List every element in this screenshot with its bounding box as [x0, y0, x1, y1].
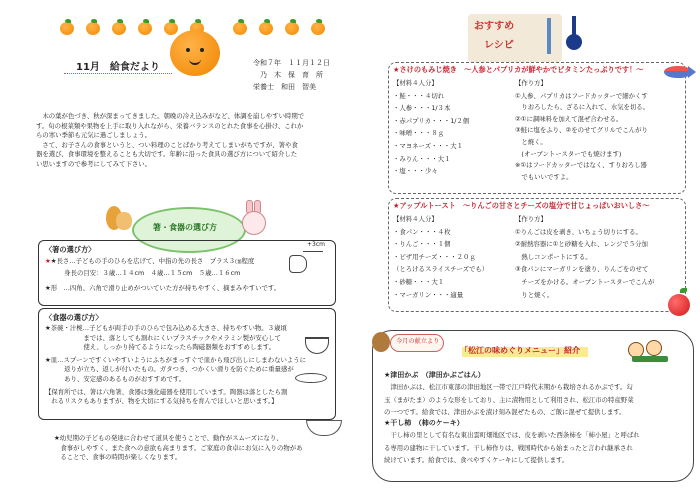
ingredients-heading: 【材料４人分】 — [393, 79, 438, 87]
hand-measure-icon — [287, 241, 327, 275]
menu-title: 「松江の味めぐりメニュー」紹介 — [460, 346, 580, 355]
title-underline — [64, 73, 172, 74]
tableware-icon — [306, 420, 342, 436]
chopsticks-size-guide: 身長の目安：３歳…１４cm ４歳…１５cm ５歳…１６cm — [45, 269, 241, 277]
recipe-heading-1: おすすめ — [474, 21, 515, 32]
frying-pan-icon — [566, 34, 582, 50]
dishes-note: 【保育所では、箸は六角箸、食器は強化磁器を使用しています。陶器は落としたら割 — [45, 387, 288, 396]
apple-icon — [668, 294, 690, 316]
dishes-line: 使え、しっかり持てるようになったら陶磁器類をおすすめします。 — [45, 343, 275, 352]
method-step: ①りんごは皮を剥き、いちょう切りにする。 — [515, 227, 642, 236]
ingredient-item: ・ピザ用チーズ・・・２０ｇ — [393, 252, 476, 261]
dish-icon — [295, 373, 327, 383]
orange-icon — [164, 22, 178, 35]
dishes-box — [38, 308, 336, 420]
ingredient-item: ・人参・・・1/３本 — [393, 104, 451, 113]
method-step: と焼く。 — [515, 137, 547, 146]
chopsticks-shape: ★形 …四角、六角で滑り止めがついていた方が持ちやすく、摘まみやすいです。 — [45, 284, 281, 292]
orange-icon — [112, 22, 126, 35]
method-step: チーズをかける。オーブントースターでこんが — [515, 277, 655, 286]
rabbit-icon — [240, 200, 266, 236]
menu-item-tsuda-kabu: ★津田かぶ （津田かぶごはん） 津田かぶは、松江市東部の津田地区一帯で江戸時代末期から栽培されるかぶです。勾 玉（まがたま）のような形をしており、主に漬物用として利用され、松江市の特産野菜 の一つです。給食では、津田かぶを漬け刻み混ぜたもの、ご飯に混ぜて提供します。 — [384, 371, 634, 417]
recipe-apple-toast-box — [388, 198, 686, 312]
orange-icon — [60, 22, 74, 35]
dishes-line: あり、安定感のあるものがおすすめです。 — [45, 374, 186, 383]
issue-date: 令和７年 １１月１２日 — [253, 59, 330, 67]
method-step: ①人参、パプリカはフードカッターで細かくす — [515, 91, 648, 100]
orange-icon — [138, 22, 152, 35]
dishes-line: までは、落としても割れにくいプラスチックやメラミン製が安心して — [45, 333, 281, 342]
orange-icon — [259, 22, 273, 35]
method-step: ③鮭に塩をふり、②をのせてグリルでこんがり — [515, 126, 648, 135]
dishes-note: れるリスクもありますが、物を大切にする気持ちを育んでほしいと思います。】 — [45, 397, 278, 406]
method-step: ②①に調味料を加えて混ぜ合わせる。 — [515, 114, 623, 123]
orange-icon — [233, 22, 247, 35]
author-name: 栄養士 和田 智美 — [253, 83, 316, 91]
bowl-icon — [305, 337, 329, 354]
menu-item-heading: ★津田かぶ （津田かぶごはん） — [384, 371, 485, 379]
ingredient-item: ・マヨネーズ・・・大１ — [393, 141, 463, 150]
fish-icon — [664, 66, 690, 78]
dishes-line: ★茶碗・汁椀…子どもが両手の手のひらで包み込める大きさ、持ちやすい物。３歳頃 — [45, 324, 287, 332]
orange-icon — [285, 22, 299, 35]
ingredient-item: ・味噌・・・８ｇ — [393, 129, 445, 138]
recipe-salmon-box — [388, 62, 686, 194]
measure-label: +3cm — [307, 241, 325, 248]
dishes-line: 返りが立ち、返しが付いたもの。ガタつき、つかくい滑りを防ぐために重量感が — [45, 365, 294, 374]
ladle-icon — [547, 18, 551, 54]
orange-icon — [311, 22, 325, 35]
menu-item-heading: ★干し柿 （柿のケーキ） — [384, 419, 464, 427]
ingredient-item: ・塩・・・少々 — [393, 167, 438, 176]
footer-text: ★幼児期の子どもの発達に合わせて道具を使うことで、動作がスムーズになり、 食事がしやすく、また食への意欲も高まります。ご家庭の食卓にお気に入りの物があ ることで、食事の時間が楽しくなります。 — [54, 434, 303, 462]
newsletter-title: 11月 給食だより — [76, 62, 160, 73]
chopsticks-heading: 〈箸の選び方〉 — [45, 245, 96, 254]
apple-leaf — [680, 288, 687, 293]
method-step: 熱しコンポートにする。 — [515, 252, 592, 261]
ingredient-item: （とろけるスライスチーズでも） — [393, 265, 489, 274]
ingredient-item: ・鮭・・・４切れ — [393, 91, 445, 100]
menu-badge: 今月の献立より — [396, 338, 440, 345]
ingredient-item: ・マーガリン・・・適量 — [393, 290, 464, 299]
recipe-apple-toast-title: ★アップルトースト ～りんごの甘さとチーズの塩分で甘じょっぱいおいしさ～ — [393, 201, 650, 210]
orange-mascot-icon — [170, 30, 220, 76]
ingredient-item: ・食パン・・・４枚 — [393, 227, 451, 236]
kids-illustration-icon — [628, 338, 674, 368]
bear-icon — [372, 332, 390, 352]
pan-handle — [572, 16, 576, 36]
method-heading: 【作り方】 — [515, 79, 547, 87]
recipe-salmon-title: ★さけのもみじ焼き ～人参とパプリカが鮮やかでビタミンたっぷりです！～ — [393, 65, 644, 74]
method-step: りおろしたら、ざるに入れて、水気を切る。 — [515, 103, 650, 112]
method-step: りと焼く。 — [515, 290, 554, 299]
ingredient-item: ・赤パプリカ・・・1/２個 — [393, 116, 470, 125]
fish-tail — [688, 66, 696, 78]
method-step: (オーブントースターでも焼けます) — [515, 149, 622, 158]
squirrel-icon — [106, 202, 134, 234]
orange-icon — [86, 22, 100, 35]
chopsticks-box — [38, 240, 336, 306]
intro-text: 木の葉が色づき、秋が深まってきました。朝晩の冷え込みがなど、体調を崩しやすい時期で す。旬の根菜類や果物を上手に取り入れながら、栄養バランスのとれた食事を心掛け、これか らの寒い季節も元気に過ごしましょう。 さて、お子さんの食事というと、つい料理のことばかり考えてしまいがちですが、箸や食 器を選び、食事環境を整えることも大切です。年齢に沿った食具の選び方について紹介した い思いますので参考にしてみて下さい。 — [36, 112, 305, 168]
ingredient-item: ・砂糖・・・大１ — [393, 277, 445, 286]
method-step: ③食パンにマーガリンを塗り、りんごをのせて — [515, 265, 649, 274]
chopsticks-length: ★★長さ…子どもの手のひらを広げて、中指の先の長さ プラス３㎝程度 — [45, 257, 255, 265]
method-step: ※①はフードカッターではなく、すりおろし器 — [515, 161, 647, 170]
method-heading: 【作り方】 — [515, 215, 547, 223]
dishes-heading: 〈食器の選び方〉 — [45, 313, 103, 322]
method-step: でもいいですよ。 — [515, 172, 573, 181]
ingredient-item: ・みりん・・・大１ — [393, 154, 451, 163]
ingredients-heading: 【材料４人分】 — [393, 215, 438, 223]
banner-text: 箸・食器の選び方 — [153, 223, 217, 232]
right-page — [350, 0, 700, 494]
menu-item-hoshigaki: ★干し柿 （柿のケーキ） 干し柿の里として有名な東出雲町畑地区では、皮を剥いた西条柿を「柿小屋」と呼ばれ る専用の建物に干しています。干し柿作りは、戦国時代から始まったと言われ継承され 続けています。給食では、食べやすくケーキにして提供します。 — [384, 419, 640, 465]
recipe-heading-2: レシピ — [484, 40, 514, 51]
method-step: ②耐熱容器に①と砂糖を入れ、レンジで５分加 — [515, 240, 648, 249]
dishes-line: ★皿…スプーンですくいやすいようにふちがまっすぐで皿から飛び出しにしまわないように — [45, 355, 307, 364]
issuer-name: 乃 木 保 育 所 — [260, 71, 323, 79]
ingredient-item: ・りんご・・・１個 — [393, 240, 451, 249]
